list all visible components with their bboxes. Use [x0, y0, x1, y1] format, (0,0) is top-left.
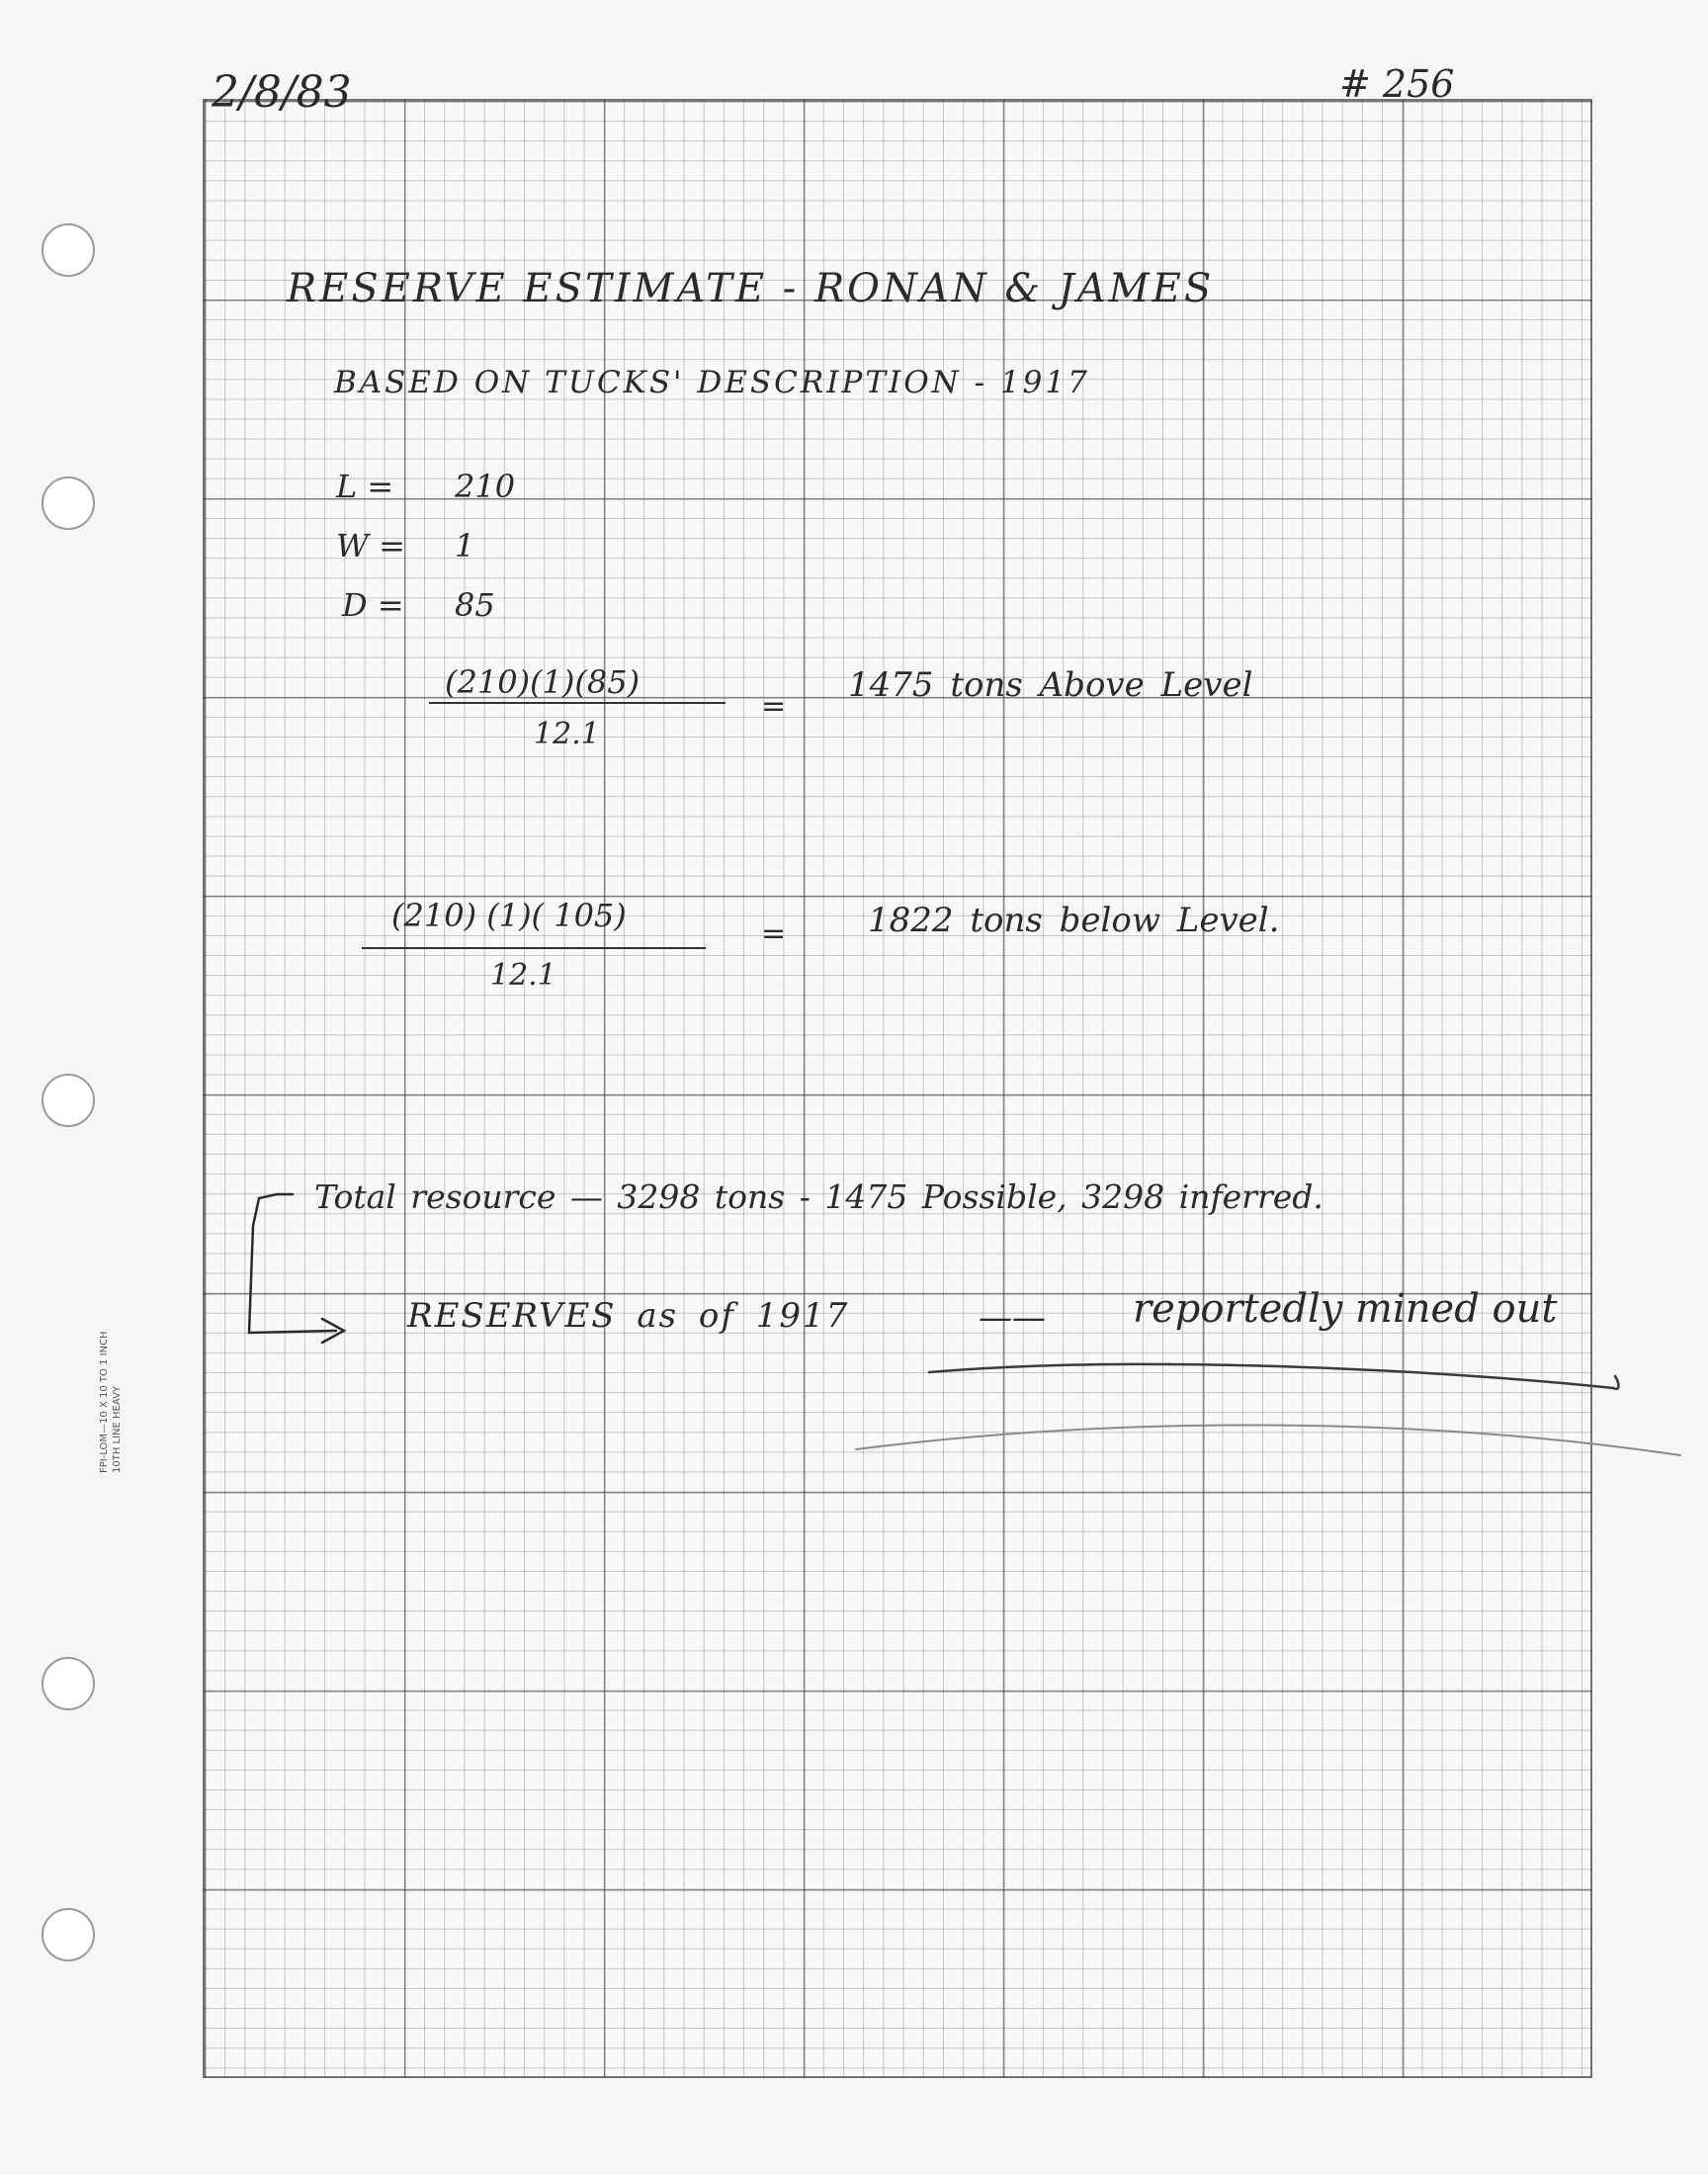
- total-resource-line: Total resource — 3298 tons - 1475 Possible, 3298 inferred.: [314, 1177, 1324, 1216]
- calc-result: 1475 tons Above Level: [848, 665, 1253, 705]
- variable-label-l: L =: [336, 468, 394, 505]
- paper-spec-line: FPI-LOM—10 X 10 TO 1 INCH: [99, 1331, 110, 1473]
- underline-stroke-faint: [856, 1425, 1680, 1455]
- variable-value-w: 1: [455, 527, 475, 565]
- fraction-denominator: 12.1: [490, 958, 556, 993]
- reserves-dash: ——: [979, 1298, 1046, 1338]
- bracket-arrow-line: [249, 1194, 336, 1333]
- fraction-denominator: 12.1: [534, 717, 600, 751]
- reserves-line: RESERVES as of 1917: [407, 1296, 850, 1336]
- paper-spec-line: 10TH LINE HEAVY: [111, 1385, 123, 1473]
- variable-value-d: 85: [455, 586, 495, 624]
- calc-result: 1822 tons below Level.: [868, 901, 1280, 940]
- equals-sign: =: [761, 916, 787, 951]
- underline-stroke: [929, 1364, 1619, 1389]
- fraction-numerator: (210)(1)(85): [445, 663, 640, 701]
- date: 2/8/83: [212, 67, 352, 118]
- reserves-note: reportedly mined out: [1133, 1286, 1558, 1332]
- variable-label-w: W =: [336, 527, 405, 565]
- fraction-numerator: (210) (1)( 105): [391, 897, 627, 934]
- title: RESERVE ESTIMATE - RONAN & JAMES: [287, 266, 1215, 311]
- equals-sign: =: [761, 689, 787, 724]
- page-number: # 256: [1339, 62, 1455, 106]
- subtitle: BASED ON TUCKS' DESCRIPTION - 1917: [334, 365, 1090, 400]
- variable-value-l: 210: [455, 468, 516, 505]
- variable-label-d: D =: [342, 586, 404, 624]
